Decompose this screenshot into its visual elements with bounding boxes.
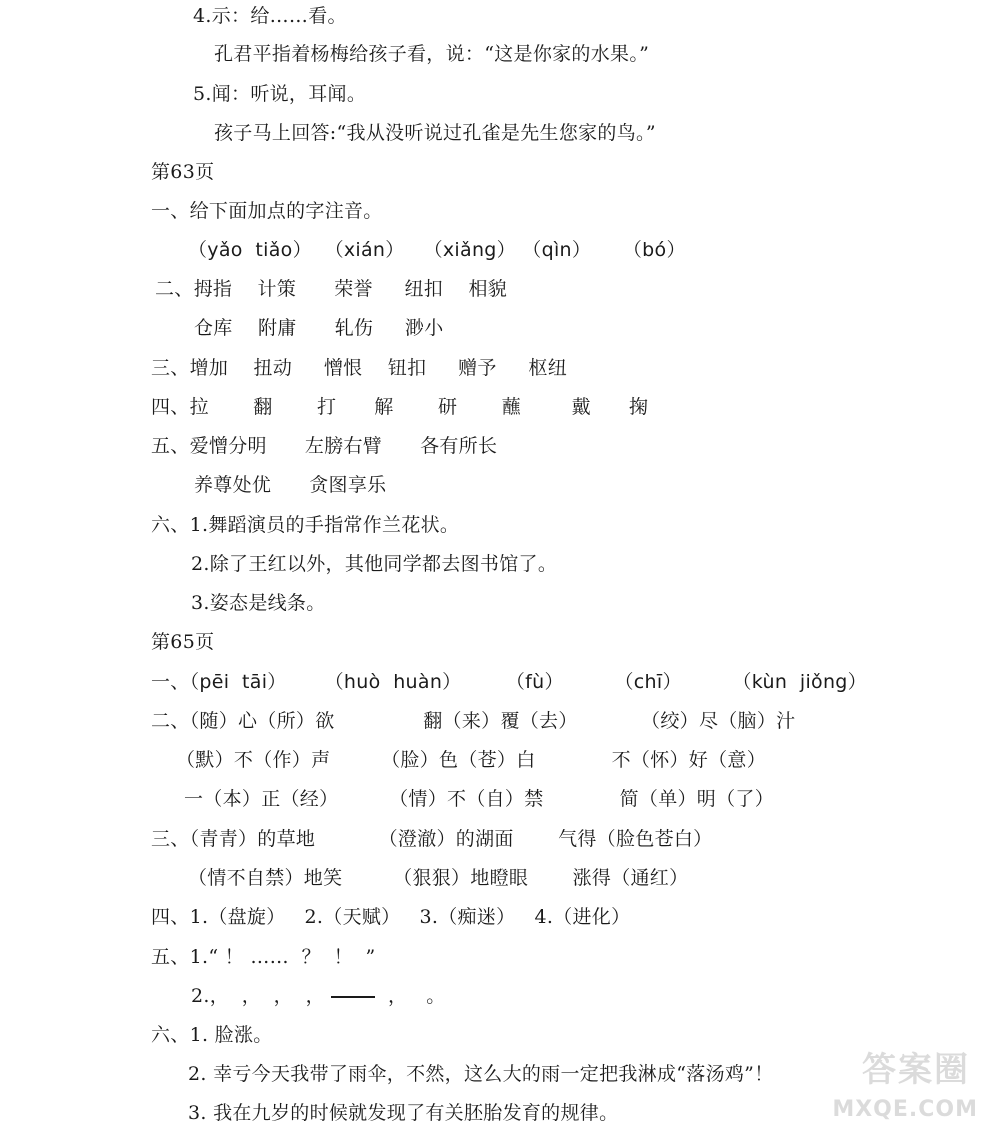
- q3-row: 三、增加 扭动 憎恨 钮扣 赠予 枢纽: [151, 357, 568, 379]
- heading-page-63: 第63页: [151, 161, 215, 183]
- line-4-shi: 4.示：给……看。: [193, 5, 347, 27]
- p65-q1-pinyin-row: 一、（pēi tāi） （huò huàn） （fù） （chī） （kùn jiǒng）: [151, 671, 867, 693]
- q2-row-2: 仓库 附庸 轧伤 渺小: [194, 317, 444, 339]
- q5-row-2: 养尊处优 贪图享乐: [194, 474, 387, 496]
- q1-instruction: 一、给下面加点的字注音。: [151, 200, 383, 222]
- q5-row-1: 五、爱憎分明 左膀右臂 各有所长: [151, 435, 498, 457]
- q5-item-2-commas: 2.， ， ， ，: [191, 985, 325, 1007]
- p65-q4-row: 四、1.（盘旋） 2.（天赋） 3.（痴迷） 4.（进化）: [151, 906, 631, 928]
- p65-q2-row-2: （默）不（作）声 （脸）色（苍）白 不（怀）好（意）: [176, 749, 766, 771]
- q6-item-2: 2.除了王红以外，其他同学都去图书馆了。: [191, 553, 558, 575]
- q1-pinyin-row: （yǎo tiǎo） （xián） （xiǎng） （qìn） （bó）: [188, 239, 686, 261]
- p65-q3-row-2: （情不自禁）地笑 （狠狠）地瞪眼 涨得（通红）: [188, 867, 689, 889]
- q6-item-3: 3.姿态是线条。: [191, 592, 326, 614]
- p65-q5-item-2: [191, 984, 446, 1008]
- q6-item-1: 六、1.舞蹈演员的手指常作兰花状。: [151, 514, 460, 536]
- em-dash-line: [331, 996, 375, 998]
- q4-row: 四、拉 翻 打 解 研 蘸 戴 掬: [151, 396, 649, 418]
- q2-row-1: 二、拇指 计策 荣誉 纽扣 相貌: [155, 278, 508, 300]
- watermark-bottom-text: MXQE.COM: [832, 1097, 978, 1122]
- line-kong-jun-ping: 孔君平指着杨梅给孩子看，说：“这是你家的水果。”: [214, 43, 650, 65]
- heading-page-65: 第65页: [151, 631, 215, 653]
- line-child-answer: 孩子马上回答:“我从没听说过孔雀是先生您家的鸟。”: [214, 122, 656, 144]
- watermark-top-text: 答案圈: [862, 1050, 970, 1090]
- line-5-wen: 5.闻：听说，耳闻。: [193, 83, 367, 105]
- p65-q5-item-1: 五、1.“ ！ …… ？ ！ ”: [151, 946, 376, 968]
- watermark-logo: [788, 1042, 978, 1122]
- p65-q6-item-1: 六、1. 脸涨。: [151, 1024, 273, 1046]
- p65-q6-item-2: 2. 幸亏今天我带了雨伞，不然，这么大的雨一定把我淋成“落汤鸡”！: [188, 1063, 774, 1085]
- p65-q2-row-1: 二、（随）心（所）欲 翻（来）覆（去） （绞）尽（脑）汁: [151, 710, 796, 732]
- p65-q2-row-3: 一（本）正（经） （情）不（自）禁 简（单）明（了）: [184, 788, 774, 810]
- p65-q6-item-3: 3. 我在九岁的时候就发现了有关胚胎发育的规律。: [188, 1102, 619, 1124]
- q5-item-2-tail: ， 。: [375, 985, 446, 1007]
- p65-q3-row-1: 三、（青青）的草地 （澄澈）的湖面 气得（脸色苍白）: [151, 828, 713, 850]
